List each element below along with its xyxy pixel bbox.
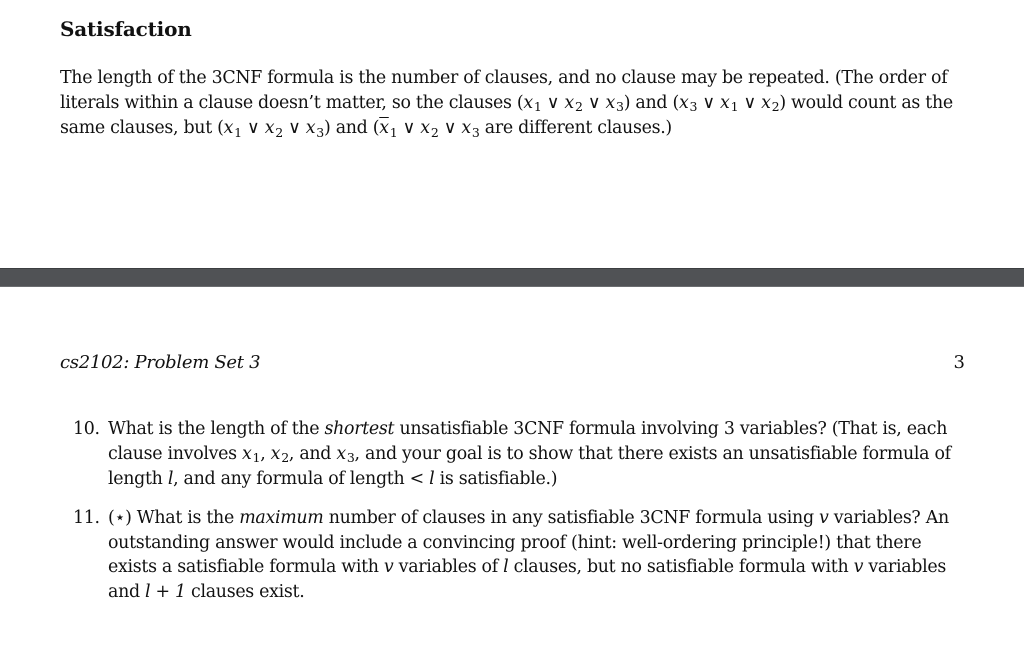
problem-text-part: variables? An outstanding answer would include a convincing proof (hint: well-ordering principle!) that there exists a satisfiable formula with [108, 508, 949, 577]
math-x3: $x_3$ [336, 443, 355, 466]
paragraph-text: are different clauses.) [479, 118, 672, 138]
math-l: l [503, 557, 509, 577]
emphasis-shortest: shortest [324, 419, 395, 439]
problem-text-part: , and your goal is to show that there exists an unsatisfiable formula of length [108, 443, 951, 489]
problem-text-part: clauses exist. [185, 581, 305, 602]
problem-text-part: number of clauses in any satisfiable 3CNF formula using [323, 508, 820, 528]
problem-text-part: , [260, 443, 271, 464]
problem-text-part: , and any formula of length [173, 469, 410, 489]
math-l-plus-1: l + 1 [145, 581, 186, 602]
page-number: 3 [953, 352, 965, 373]
math-clause-d: ($\overline{x}_1$ ∨ $x_2$ ∨ $x_3$ [372, 118, 480, 140]
problem-text-part: is satisfiable.) [434, 469, 558, 489]
problem-text-part: clauses, but no satisfiable formula with [508, 557, 854, 577]
problem-text-part: unsatisfiable 3CNF formula involving 3 variables? (That is, each clause involves [108, 419, 948, 464]
problem-text-part: variables and [108, 557, 946, 602]
problem-number: 11. [73, 508, 100, 528]
math-v: v [819, 508, 829, 528]
section-heading: Satisfaction [60, 17, 192, 41]
problem-10 [60, 417, 972, 492]
math-clause-a: ($x_1$ ∨ $x_2$ ∨ $x_3$) [516, 92, 631, 115]
problem-text-part: , and [288, 443, 337, 464]
paragraph-text: would count as the same clauses, but [60, 92, 953, 138]
problem-number: 10. [73, 419, 100, 439]
math-v: v [853, 557, 864, 577]
math-l: l [167, 469, 174, 489]
running-head: cs2102: Problem Set 3 [60, 352, 261, 373]
problem-text-part: What is the length of the [108, 419, 325, 439]
page-top [0, 0, 1024, 268]
math-x2: $x_2$ [270, 443, 289, 466]
problem-text-part: What is the [131, 508, 240, 528]
problem-text [108, 417, 972, 492]
paragraph-text: The length of the 3CNF formula is the number of clauses, and no clause may be repeated. (The order of literals within a clause doesn’t matter, so the clauses [60, 68, 948, 113]
paragraph-text: and [630, 92, 673, 113]
math-clause-c: ($x_1$ ∨ $x_2$ ∨ $x_3$) [217, 118, 331, 140]
problem-text-part: variables of [393, 557, 504, 577]
math-clause-b: ($x_3$ ∨ $x_1$ ∨ $x_2$) [672, 92, 786, 115]
math-x1: $x_1$ [242, 443, 261, 466]
math-less-than-l: < l [409, 469, 435, 489]
page-divider [0, 268, 1024, 287]
math-v: v [383, 557, 394, 577]
emphasis-maximum: maximum [239, 508, 324, 528]
problem-text [108, 506, 972, 604]
paragraph-text: and [330, 118, 373, 138]
problem-11 [60, 506, 972, 604]
star-marker: (⋆) [108, 508, 132, 528]
intro-paragraph [60, 66, 980, 142]
